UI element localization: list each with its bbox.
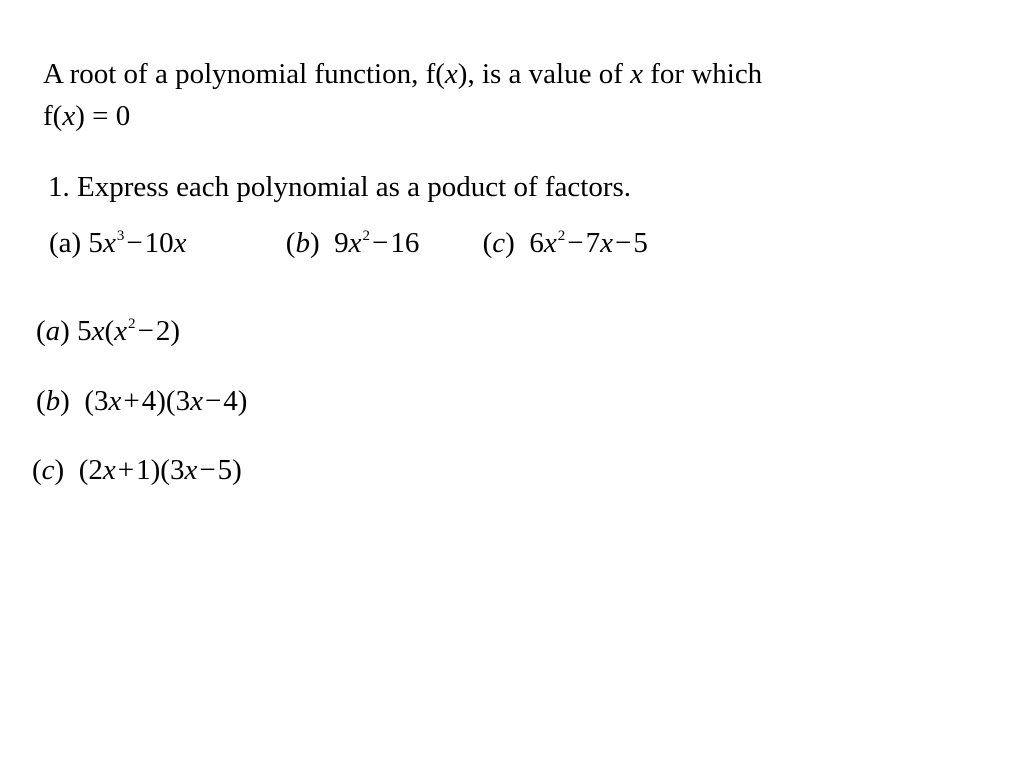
variable-x: x <box>62 100 76 132</box>
variable-x: x <box>108 385 122 417</box>
problem-a <box>49 227 187 259</box>
exponent: 2 <box>362 228 371 244</box>
problems-row <box>49 229 648 258</box>
coefficient: 6 <box>529 227 544 259</box>
constant: 4 <box>223 385 238 417</box>
definition-text: A root of a polynomial function, f( <box>43 58 445 90</box>
constant: 2 <box>155 315 171 347</box>
plus-sign: + <box>123 385 140 417</box>
answer-c: (c) (2x+1)(3x−5) <box>32 454 242 486</box>
exponent: 2 <box>128 316 136 332</box>
definition-line-1 <box>43 60 762 89</box>
answer-b: (b) (3x+4)(3x−4) <box>36 385 248 417</box>
minus-sign: − <box>137 315 154 347</box>
variable-x: x <box>600 227 613 259</box>
variable-x: x <box>444 58 458 90</box>
variable-x: x <box>190 385 203 417</box>
problem-b: (b) $9x^2-16$ <box>285 227 420 259</box>
answer-a: (a) $5x(x^2-2)$ <box>36 315 181 347</box>
exponent: 3 <box>116 228 125 244</box>
minus-sign: − <box>567 227 584 259</box>
variable-x: x <box>114 315 128 347</box>
coefficient: 9 <box>334 227 349 259</box>
exponent: 2 <box>557 228 566 244</box>
definition-text: f( <box>43 100 63 132</box>
constant: 16 <box>390 227 420 259</box>
coefficient: 3 <box>169 454 185 486</box>
variable-x: x <box>348 227 362 259</box>
variable-x: x <box>543 227 557 259</box>
variable-x: x <box>102 454 116 486</box>
problem-c-label: c <box>492 227 506 259</box>
constant: 5 <box>217 454 233 486</box>
coefficient: 3 <box>94 385 109 417</box>
variable-x: x <box>630 58 643 90</box>
coefficient: 10 <box>144 227 174 259</box>
constant: 4 <box>141 385 157 417</box>
variable-x: x <box>91 315 105 347</box>
definition-text: ) = 0 <box>75 100 131 132</box>
coefficient: 2 <box>88 454 103 486</box>
coefficient: 7 <box>585 227 601 259</box>
minus-sign: − <box>126 227 143 259</box>
variable-x: x <box>184 454 198 486</box>
constant: 1 <box>136 454 151 486</box>
variable-x: x <box>102 227 116 259</box>
answer-a-label: a <box>45 315 61 347</box>
plus-sign: + <box>117 454 135 486</box>
minus-sign: − <box>372 227 389 259</box>
minus-sign: − <box>614 227 632 259</box>
variable-x: x <box>173 227 187 259</box>
problem-b-label: b <box>295 227 310 259</box>
definition-text: ), is a value of <box>457 58 631 90</box>
coefficient: 3 <box>175 385 191 417</box>
minus-sign: − <box>204 385 222 417</box>
problem-c: (c) $6x^2-7x-5$ <box>482 227 648 259</box>
definition-line-2 <box>43 102 130 131</box>
constant: 5 <box>633 227 648 259</box>
minus-sign: − <box>199 454 216 486</box>
answer-c-label: c <box>41 454 55 486</box>
answer-b-label: b <box>45 385 61 417</box>
question-text: 1. Express each polynomial as a poduct of factors. <box>48 171 632 203</box>
problem-a-label: (a) 5 <box>49 227 103 259</box>
definition-text: for which <box>643 58 763 90</box>
